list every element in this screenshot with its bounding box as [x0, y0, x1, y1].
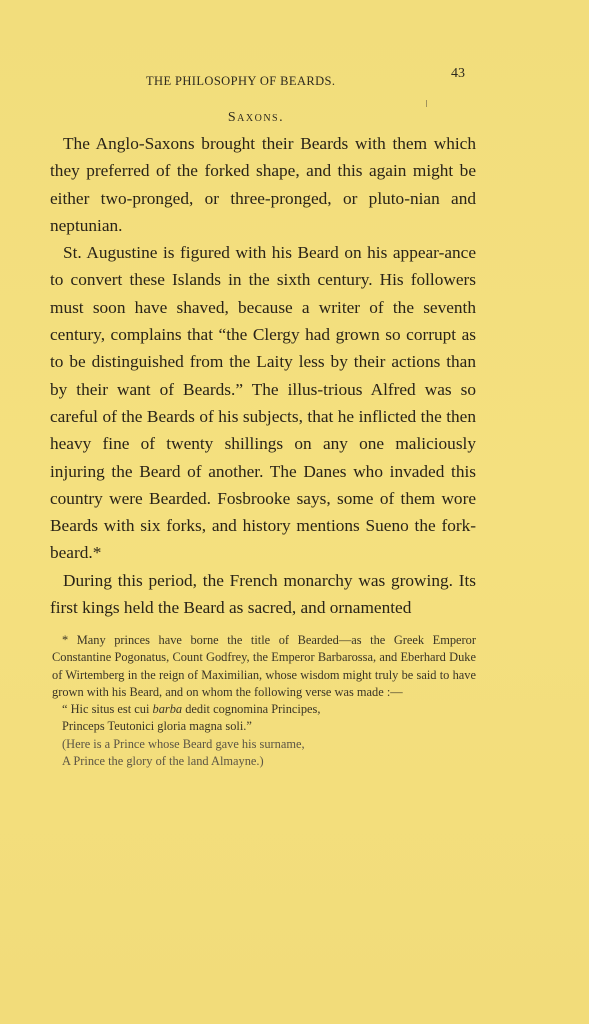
- latin-verse: [52, 701, 476, 736]
- latin-line-1-prefix: “ Hic situs est cui: [62, 702, 153, 717]
- translation-verse: [52, 736, 476, 771]
- page-number: 43: [451, 66, 465, 81]
- translation-line-2: A Prince the glory of the land Almayne.): [62, 754, 264, 769]
- latin-line-1-suffix: dedit cognomina Principes,: [182, 702, 321, 717]
- paragraph: The Anglo-Saxons brought their Beards with them which they preferred of the forked shape, and this again might be either two-pronged, or three-pronged, or pluto-nian and neptunian.: [50, 134, 476, 235]
- running-title: THE PHILOSOPHY OF BEARDS.: [146, 74, 336, 88]
- latin-verse-line-1: [52, 701, 476, 718]
- latin-verse-line-2: Princeps Teutonici gloria magna soli.”: [62, 719, 252, 734]
- section-heading: Saxons.: [227, 110, 285, 125]
- print-blemish: [426, 100, 427, 107]
- footnote-text: * Many princes have borne the title of Bearded—as the Greek Emperor Constantine Pogonatus, Count Godfrey, the Emperor Barbarossa, and Eberhard Duke of Wirtemberg in the reign of Maximilian, whose wisdom might truly be said to have grown with his Beard, and on whom the following verse was made :—: [52, 633, 476, 699]
- paragraph: St. Augustine is figured with his Beard on his appear-ance to convert these Islands in the sixth century. His followers must soon have shaved, because a writer of the seventh century, complains that “the Clergy had grown so corrupt as to be distinguished from the Laity less by their actions than by their want of Beards.” The illus-trious Alfred was so careful of the Beards of his subjects, that he inflicted the then heavy fine of twenty shillings on any one maliciously injuring the Beard of another. The Danes who invaded this country were Bearded. Fosbrooke says, some of them wore Beards with six forks, and history mentions Sueno the fork-beard.*: [50, 243, 476, 563]
- paragraph: During this period, the French monarchy was growing. Its first kings held the Beard as sacred, and ornamented: [50, 570, 476, 618]
- latin-line-1-italic: barba: [152, 702, 183, 717]
- footnote: [52, 632, 476, 770]
- body-text: [50, 130, 476, 621]
- translation-line-1: (Here is a Prince whose Beard gave his surname,: [62, 736, 305, 751]
